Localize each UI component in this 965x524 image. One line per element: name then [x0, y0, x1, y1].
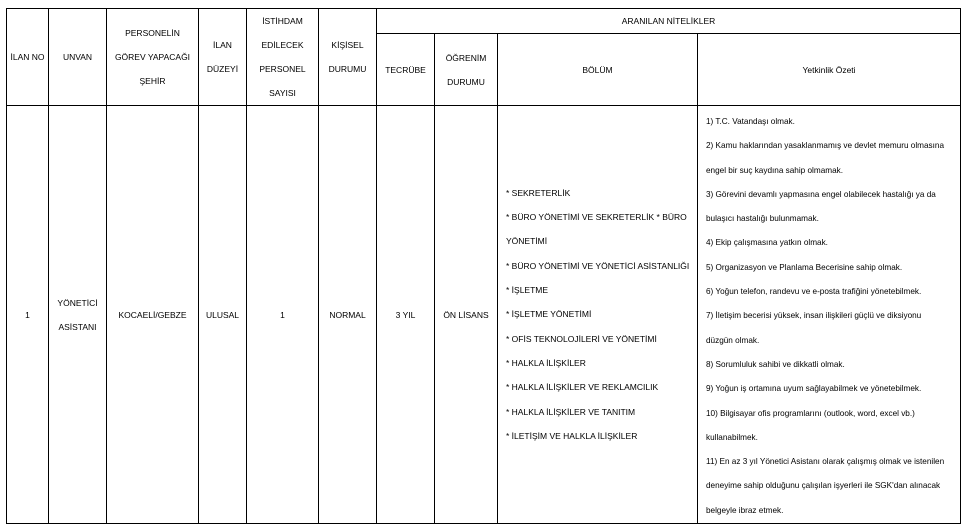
header-unvan: UNVAN: [49, 9, 107, 106]
yetkinlik-line: deneyime sahip olduğunu çalışılan işyerleri ile SGK'dan alınacak: [706, 481, 941, 491]
bolum-item: * HALKLA İLİŞKİLER VE REKLAMCILIK: [506, 382, 659, 393]
header-ilan-no: İLAN NO: [7, 9, 49, 106]
bolum-item: * BÜRO YÖNETİMİ VE SEKRETERLİK * BÜRO: [506, 212, 687, 223]
header-kisisel-durumu: KİŞİSEL DURUMU: [319, 9, 377, 106]
yetkinlik-line: 11) En az 3 yıl Yönetici Asistanı olarak çalışmış olmak ve istenilen: [706, 457, 945, 467]
cell-personel-sayisi: 1: [247, 106, 319, 524]
yetkinlik-line: 2) Kamu haklarından yasaklanmamış ve devlet memuru olmasına: [706, 141, 945, 151]
header-ilan-duzeyi: İLAN DÜZEYİ: [199, 9, 247, 106]
bolum-item: * İŞLETME YÖNETİMİ: [506, 309, 592, 320]
bolum-item: * HALKLA İLİŞKİLER VE TANITIM: [506, 406, 636, 417]
yetkinlik-line: engel bir suç kaydına sahip olmamak.: [706, 165, 843, 175]
cell-ogrenim-durumu: ÖN LİSANS: [435, 106, 498, 524]
yetkinlik-line: 5) Organizasyon ve Planlama Becerisine sahip olmak.: [706, 262, 903, 272]
bolum-item: * OFİS TEKNOLOJİLERİ VE YÖNETİMİ: [506, 333, 657, 344]
header-yetkinlik-ozeti: Yetkinlik Özeti: [698, 34, 961, 106]
header-bolum: BÖLÜM: [498, 34, 698, 106]
header-sehir: PERSONELİN GÖREV YAPACAĞI ŞEHİR: [107, 9, 199, 106]
header-personel-sayisi: İSTİHDAM EDİLECEK PERSONEL SAYISI: [247, 9, 319, 106]
header-aranilan-nitelikler: ARANILAN NİTELİKLER: [377, 9, 961, 34]
bolum-item: * İŞLETME: [506, 285, 549, 296]
cell-ilan-no: 1: [7, 106, 49, 524]
cell-tecrube: 3 YIL: [377, 106, 435, 524]
yetkinlik-line: 1) T.C. Vatandaşı olmak.: [706, 117, 795, 126]
cell-sehir: KOCAELİ/GEBZE: [107, 106, 199, 524]
cell-kisisel-durumu: NORMAL: [319, 106, 377, 524]
cell-unvan: YÖNETİCİ ASİSTANI: [49, 106, 107, 524]
yetkinlik-line: kullanabilmek.: [706, 432, 758, 442]
yetkinlik-line: 3) Görevini devamlı yapmasına engel olabilecek hastalığı ya da: [706, 189, 936, 199]
yetkinlik-line: bulaşıcı hastalığı bulunmamak.: [706, 214, 819, 224]
bolum-item: * BÜRO YÖNETİMİ VE YÖNETİCİ ASİSTANLIĞI: [506, 260, 690, 271]
yetkinlik-line: belgeyle ibraz etmek.: [706, 505, 784, 515]
cell-ilan-duzeyi: ULUSAL: [199, 106, 247, 524]
table-row: [7, 106, 961, 524]
yetkinlik-line: 6) Yoğun telefon, randevu ve e-posta trafiğini yönetebilmek.: [706, 287, 922, 297]
header-tecrube: TECRÜBE: [377, 34, 435, 106]
cell-bolum: [498, 106, 698, 524]
yetkinlik-line: 7) İletişim becerisi yüksek, insan ilişkileri güçlü ve diksiyonu: [706, 311, 922, 321]
yetkinlik-line: düzgün olmak.: [706, 335, 760, 345]
bolum-item: * HALKLA İLİŞKİLER: [506, 357, 586, 368]
bolum-item: * SEKRETERLİK: [506, 187, 571, 198]
header-ogrenim-durumu: ÖĞRENİM DURUMU: [435, 34, 498, 106]
yetkinlik-line: 10) Bilgisayar ofis programlarını (outlook, word, excel vb.): [706, 408, 915, 418]
yetkinlik-line: 8) Sorumluluk sahibi ve dikkatli olmak.: [706, 359, 845, 369]
bolum-item: * İLETİŞİM VE HALKLA İLİŞKİLER: [506, 430, 638, 441]
bolum-item: YÖNETİMİ: [506, 236, 548, 247]
yetkinlik-line: 9) Yoğun iş ortamına uyum sağlayabilmek ve yönetebilmek.: [706, 384, 922, 394]
yetkinlik-line: 4) Ekip çalışmasına yatkın olmak.: [706, 238, 828, 248]
job-posting-table: [6, 8, 961, 524]
cell-yetkinlik-ozeti: [698, 106, 961, 524]
